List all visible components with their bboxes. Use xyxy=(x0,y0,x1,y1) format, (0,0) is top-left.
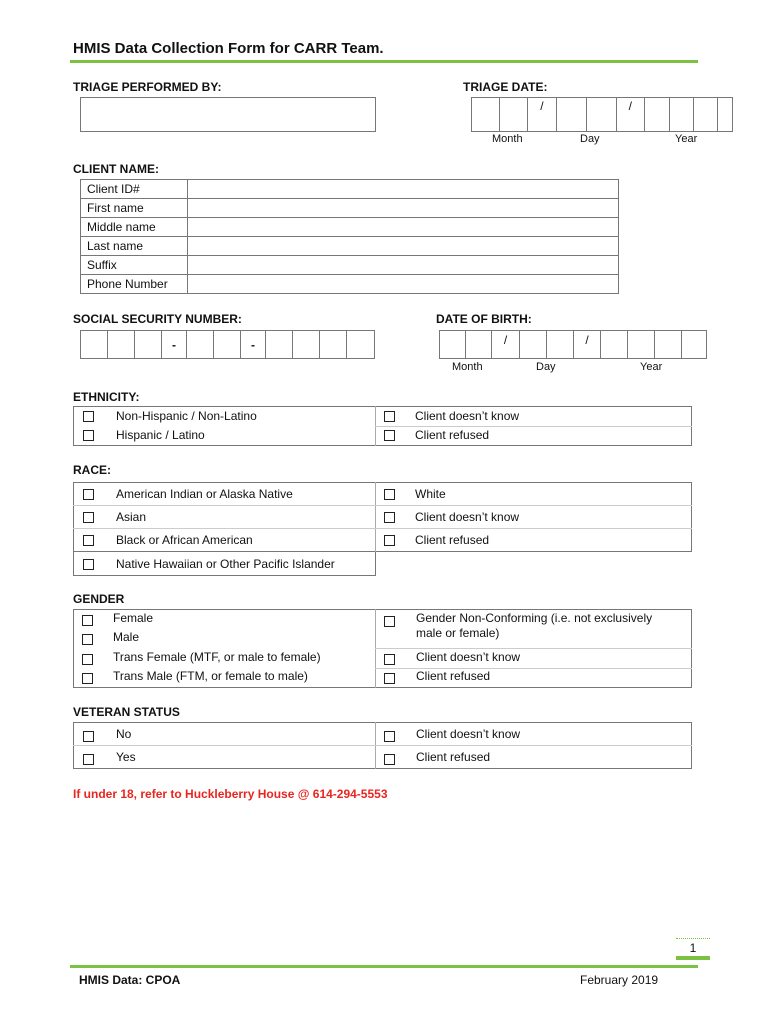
black-checkbox[interactable] xyxy=(83,535,94,546)
ssn-field[interactable] xyxy=(80,330,375,359)
date-separator: / xyxy=(503,332,508,347)
date-separator: / xyxy=(540,98,544,113)
dob-cell[interactable] xyxy=(492,331,520,358)
last-name-input[interactable] xyxy=(188,237,619,256)
row-divider xyxy=(73,745,692,746)
race-doesnt-know-label: Client doesn’t know xyxy=(415,510,520,524)
dob-cell[interactable] xyxy=(547,331,574,358)
asian-checkbox[interactable] xyxy=(83,512,94,523)
gender-label: GENDER xyxy=(73,592,125,606)
date-cell[interactable] xyxy=(645,98,671,131)
white-checkbox[interactable] xyxy=(384,489,395,500)
footer-divider xyxy=(70,965,698,968)
female-label: Female xyxy=(113,611,154,625)
trans-male-label: Trans Male (FTM, or female to male) xyxy=(113,669,308,683)
suffix-label: Suffix xyxy=(81,256,188,275)
veteran-no-label: No xyxy=(116,727,132,741)
veteran-refused-label: Client refused xyxy=(416,750,491,764)
ssn-cell[interactable] xyxy=(214,331,241,358)
first-name-input[interactable] xyxy=(188,199,619,218)
veteran-status-label: VETERAN STATUS xyxy=(73,705,180,719)
footer-date: February 2019 xyxy=(580,973,659,987)
ssn-dash: - xyxy=(162,331,187,358)
dob-day-label: Day xyxy=(536,361,556,373)
row-divider xyxy=(73,528,692,529)
ssn-cell[interactable] xyxy=(135,331,162,358)
non-hispanic-label: Non-Hispanic / Non-Latino xyxy=(116,409,257,423)
non-hispanic-checkbox[interactable] xyxy=(83,411,94,422)
trans-female-checkbox[interactable] xyxy=(82,654,93,665)
date-cell[interactable] xyxy=(472,98,500,131)
american-indian-checkbox[interactable] xyxy=(83,489,94,500)
black-label: Black or African American xyxy=(116,533,253,547)
dob-month-label: Month xyxy=(452,361,483,373)
suffix-input[interactable] xyxy=(188,256,619,275)
dob-cell[interactable] xyxy=(655,331,682,358)
middle-name-label: Middle name xyxy=(81,218,188,237)
date-cell[interactable] xyxy=(500,98,528,131)
dob-cell[interactable] xyxy=(628,331,655,358)
veteran-yes-checkbox[interactable] xyxy=(83,754,94,765)
race-refused-label: Client refused xyxy=(415,533,490,547)
middle-name-input[interactable] xyxy=(188,218,619,237)
date-cell[interactable] xyxy=(557,98,587,131)
page-number-text: 1 xyxy=(689,941,697,955)
last-name-label: Last name xyxy=(81,237,188,256)
triage-date-label: TRIAGE DATE: xyxy=(463,80,548,94)
triage-month-label: Month xyxy=(492,133,523,145)
ethnicity-doesnt-know-label: Client doesn’t know xyxy=(415,409,520,423)
ssn-cell[interactable] xyxy=(293,331,320,358)
triage-year-label: Year xyxy=(675,133,698,145)
gender-non-conforming-label: Gender Non-Conforming (i.e. not exclusively male or female) xyxy=(416,611,653,640)
veteran-yes-label: Yes xyxy=(116,750,136,764)
ssn-cell[interactable] xyxy=(320,331,347,358)
ssn-cell[interactable] xyxy=(108,331,135,358)
gender-doesnt-know-checkbox[interactable] xyxy=(384,654,395,665)
veteran-no-checkbox[interactable] xyxy=(83,731,94,742)
triage-day-label: Day xyxy=(580,133,600,145)
column-divider xyxy=(375,482,376,552)
date-cell[interactable] xyxy=(528,98,558,131)
ethnicity-refused-label: Client refused xyxy=(415,428,490,442)
triage-date-field[interactable] xyxy=(471,97,733,132)
date-cell[interactable] xyxy=(587,98,617,131)
client-name-table xyxy=(80,179,619,294)
ethnicity-label: ETHNICITY: xyxy=(73,390,140,404)
asian-label: Asian xyxy=(116,510,147,524)
client-name-label: CLIENT NAME: xyxy=(73,162,159,176)
trans-female-label: Trans Female (MTF, or male to female) xyxy=(113,650,321,664)
date-cell[interactable] xyxy=(670,98,694,131)
ssn-cell[interactable] xyxy=(266,331,293,358)
male-label: Male xyxy=(113,630,140,644)
male-checkbox[interactable] xyxy=(82,634,93,645)
triage-performed-by-field[interactable] xyxy=(80,97,376,132)
white-label: White xyxy=(415,487,446,501)
date-cell[interactable] xyxy=(718,98,732,131)
row-divider xyxy=(375,648,692,649)
pacific-islander-label: Native Hawaiian or Other Pacific Islander xyxy=(116,557,335,571)
phone-number-input[interactable] xyxy=(188,275,619,294)
female-checkbox[interactable] xyxy=(82,615,93,626)
dob-field[interactable] xyxy=(439,330,707,359)
veteran-doesnt-know-label: Client doesn’t know xyxy=(416,727,521,741)
date-cell[interactable] xyxy=(617,98,645,131)
dob-cell[interactable] xyxy=(682,331,706,358)
date-separator: / xyxy=(585,332,589,347)
dob-cell[interactable] xyxy=(574,331,601,358)
client-id-label: Client ID# xyxy=(81,180,188,199)
title-divider xyxy=(70,60,698,63)
trans-male-checkbox[interactable] xyxy=(82,673,93,684)
race-doesnt-know-checkbox[interactable] xyxy=(384,512,395,523)
ssn-cell[interactable] xyxy=(81,331,108,358)
referral-note: If under 18, refer to Huckleberry House @ 614-294-5553 xyxy=(73,787,388,801)
date-separator: / xyxy=(628,98,632,113)
ethnicity-doesnt-know-checkbox[interactable] xyxy=(384,411,395,422)
pacific-islander-checkbox[interactable] xyxy=(83,559,94,570)
dob-cell[interactable] xyxy=(520,331,547,358)
footer-left-text: HMIS Data: CPOA xyxy=(79,973,181,987)
gender-refused-label: Client refused xyxy=(416,669,491,683)
dob-cell[interactable] xyxy=(440,331,466,358)
row-divider xyxy=(73,505,692,506)
page-title: HMIS Data Collection Form for CARR Team. xyxy=(73,40,384,57)
phone-number-label: Phone Number xyxy=(81,275,188,294)
date-cell[interactable] xyxy=(694,98,718,131)
hispanic-checkbox[interactable] xyxy=(83,430,94,441)
american-indian-label: American Indian or Alaska Native xyxy=(116,487,293,501)
first-name-label: First name xyxy=(81,199,188,218)
triage-performed-by-label: TRIAGE PERFORMED BY: xyxy=(73,80,222,94)
ethnicity-refused-checkbox[interactable] xyxy=(384,430,395,441)
gender-non-conforming-checkbox[interactable] xyxy=(384,616,395,627)
hispanic-label: Hispanic / Latino xyxy=(116,428,205,442)
dob-cell[interactable] xyxy=(466,331,492,358)
client-id-input[interactable] xyxy=(188,180,619,199)
row-divider xyxy=(375,426,692,427)
veteran-refused-checkbox[interactable] xyxy=(384,754,395,765)
dob-cell[interactable] xyxy=(601,331,628,358)
veteran-doesnt-know-checkbox[interactable] xyxy=(384,731,395,742)
race-label: RACE: xyxy=(73,463,111,477)
gender-refused-checkbox[interactable] xyxy=(384,673,395,684)
ssn-dash: - xyxy=(241,331,266,358)
page-number xyxy=(676,938,710,960)
ssn-label: SOCIAL SECURITY NUMBER: xyxy=(73,312,242,326)
dob-label: DATE OF BIRTH: xyxy=(436,312,532,326)
ssn-cell[interactable] xyxy=(187,331,214,358)
dob-year-label: Year xyxy=(640,361,663,373)
race-refused-checkbox[interactable] xyxy=(384,535,395,546)
ssn-cell[interactable] xyxy=(347,331,374,358)
gender-doesnt-know-label: Client doesn’t know xyxy=(416,650,521,664)
